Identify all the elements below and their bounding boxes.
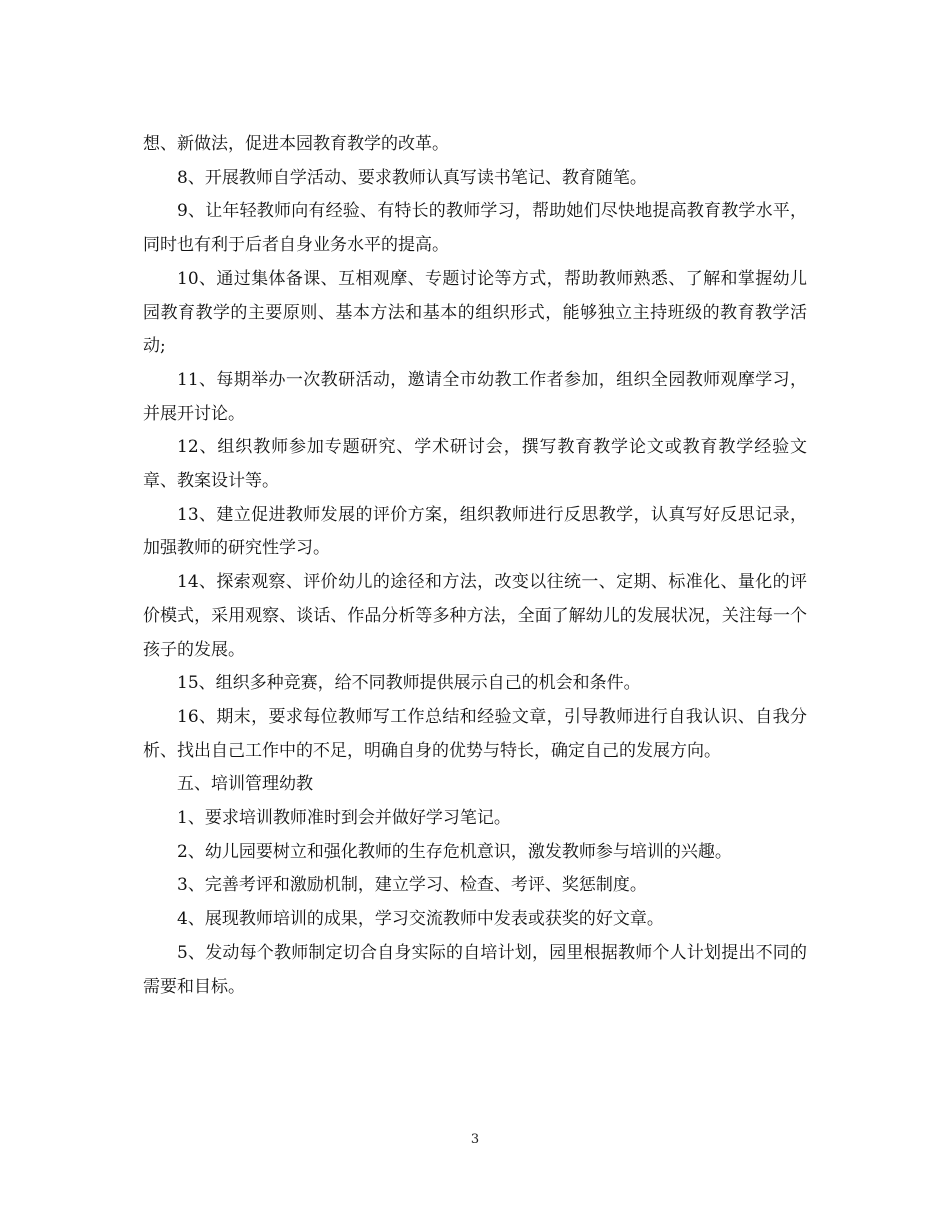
paragraph-item-8: 8、开展教师自学活动、要求教师认真写读书笔记、教育随笔。 (177, 167, 647, 188)
paragraph-item-13: 13、建立促进教师发展的评价方案，组织教师进行反思教学，认真写好反思记录，加强教师的研究性学习。 (143, 504, 807, 559)
paragraph-training-2: 2、幼儿园要树立和强化教师的生存危机意识，激发教师参与培训的兴趣。 (177, 841, 732, 862)
paragraph-item-16: 16、期末，要求每位教师写工作总结和经验文章，引导教师进行自我认识、自我分析、找出自己工作中的不足，明确自身的优势与特长，确定自己的发展方向。 (143, 706, 807, 761)
paragraph-continuation: 想、新做法，促进本园教育教学的改革。 (143, 134, 449, 154)
page-number: 3 (470, 1132, 480, 1147)
section-heading: 五、培训管理幼教 (177, 774, 313, 795)
paragraph-item-12: 12、组织教师参加专题研究、学术研讨会，撰写教育教学论文或教育教学经验文章、教案设计等。 (143, 437, 807, 492)
paragraph-item-15: 15、组织多种竞赛，给不同教师提供展示自己的机会和条件。 (177, 673, 641, 694)
paragraph-training-4: 4、展现教师培训的成果，学习交流教师中发表或获奖的好文章。 (177, 909, 664, 930)
paragraph-item-9: 9、让年轻教师向有经验、有特长的教师学习，帮助她们尽快地提高教育教学水平，同时也有利于后者自身业务水平的提高。 (143, 201, 807, 256)
document-body (143, 128, 807, 1004)
paragraph-item-11: 11、每期举办一次教研活动，邀请全市幼教工作者参加，组织全园教师观摩学习，并展开讨论。 (143, 369, 807, 424)
paragraph-training-1: 1、要求培训教师准时到会并做好学习笔记。 (177, 808, 511, 829)
paragraph-item-14: 14、探索观察、评价幼儿的途径和方法，改变以往统一、定期、标准化、量化的评价模式，采用观察、谈话、作品分析等多种方法，全面了解幼儿的发展状况，关注每一个孩子的发展。 (143, 572, 807, 660)
paragraph-item-10: 10、通过集体备课、互相观摩、专题讨论等方式，帮助教师熟悉、了解和掌握幼儿园教育教学的主要原则、基本方法和基本的组织形式，能够独立主持班级的教育教学活动; (143, 268, 807, 357)
paragraph-training-3: 3、完善考评和激励机制，建立学习、检查、考评、奖惩制度。 (177, 875, 647, 896)
paragraph-training-5: 5、发动每个教师制定切合自身实际的自培计划，园里根据教师个人计划提出不同的需要和目标。 (143, 942, 807, 997)
